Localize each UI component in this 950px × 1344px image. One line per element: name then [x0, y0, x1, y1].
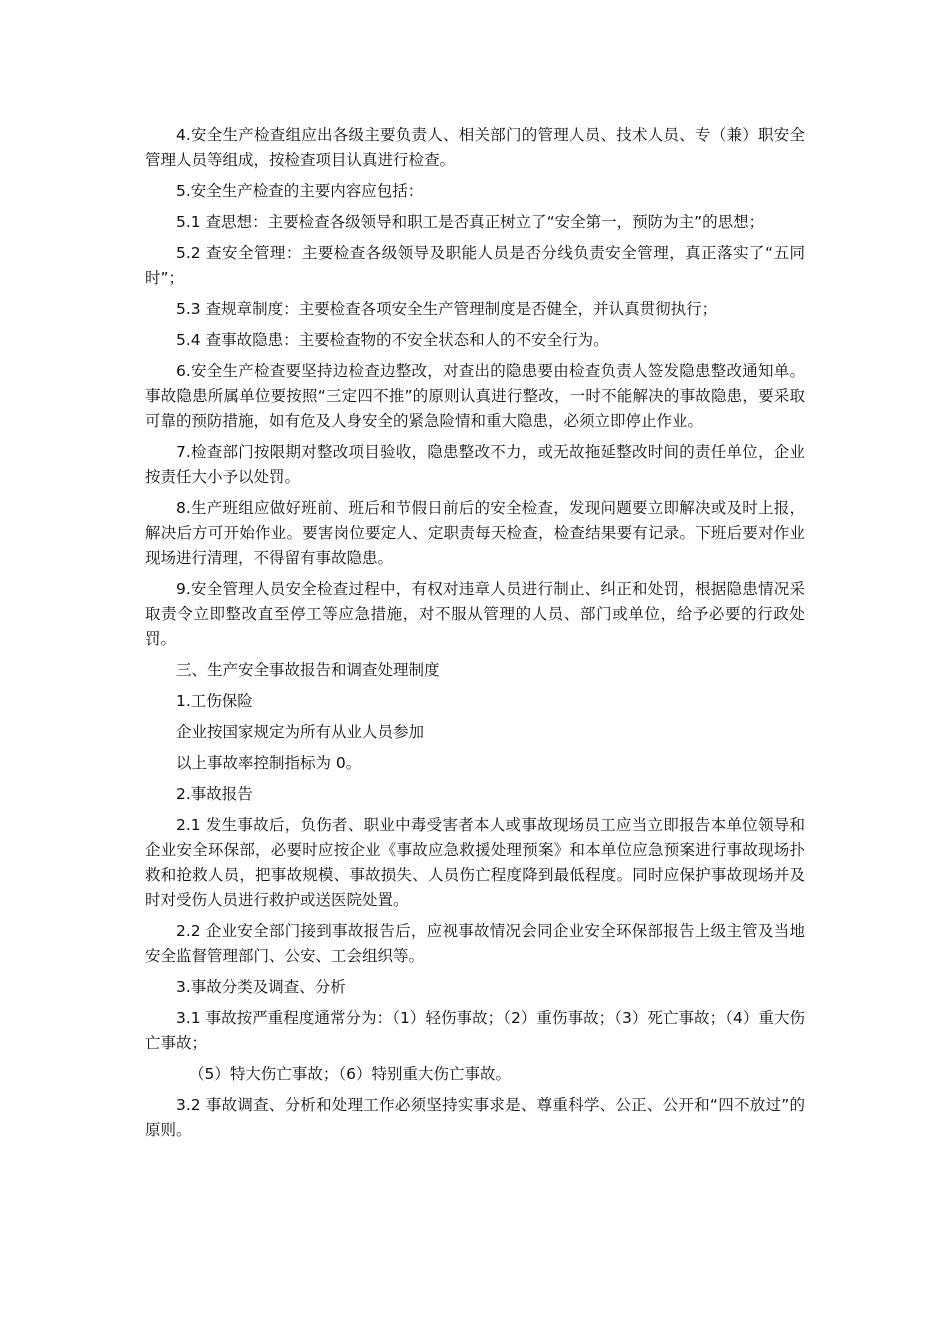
subheading-3-classification: 3.事故分类及调查、分析 [176, 978, 346, 996]
paragraph-2-2-escalation: 2.2 企业安全部门接到事故报告后，应视事故情况会同企业安全环保部报告上级主管及当地安全监督管理部门、公安、工会组织等。 [145, 922, 805, 965]
document-page [145, 123, 805, 1149]
paragraph-7-acceptance: 7.检查部门按限期对整改项目验收，隐患整改不力，或无故拖延整改时间的责任单位，企业按责任大小予以处罚。 [145, 443, 805, 486]
section-heading-accident-reporting: 三、生产安全事故报告和调查处理制度 [176, 661, 440, 679]
paragraph-3-1-severity-levels: 3.1 事故按严重程度通常分为：（1）轻伤事故；（2）重伤事故；（3）死亡事故；（4）重大伤亡事故； [145, 1009, 805, 1052]
paragraph-3-2-investigation-principles: 3.2 事故调查、分析和处理工作必须坚持实事求是、尊重科学、公正、公开和“四不放过”的原则。 [145, 1096, 805, 1139]
paragraph-5-3-check-rules: 5.3 查规章制度：主要检查各项安全生产管理制度是否健全，并认真贯彻执行； [176, 300, 718, 318]
paragraph-5-4-check-hazards: 5.4 查事故隐患：主要检查物的不安全状态和人的不安全行为。 [176, 331, 609, 349]
paragraph-2-1-report-procedure: 2.1 发生事故后，负伤者、职业中毒受害者本人或事故现场员工应当立即报告本单位领导和企业安全环保部，必要时应按企业《事故应急救援处理预案》和本单位应急预案进行事故现场扑救和抢救人员，把事故规模、事故损失、人员伤亡程度降到最低程度。同时应保护事故现场并及时对受伤人员进行救护或送医院处置。 [145, 816, 805, 909]
paragraph-3-1-severity-levels-continued: （5）特大伤亡事故；（6）特别重大伤亡事故。 [189, 1065, 511, 1083]
subheading-2-accident-report: 2.事故报告 [176, 785, 253, 803]
paragraph-4-inspection-team: 4.安全生产检查组应出各级主要负责人、相关部门的管理人员、技术人员、专（兼）职安全管理人员等组成，按检查项目认真进行检查。 [145, 126, 805, 169]
paragraph-accident-rate-target: 以上事故率控制指标为 0。 [176, 754, 362, 772]
paragraph-insurance-participation: 企业按国家规定为所有从业人员参加 [176, 723, 425, 741]
paragraph-9-safety-authority: 9.安全管理人员安全检查过程中，有权对违章人员进行制止、纠正和处罚，根据隐患情况采取责令立即整改直至停工等应急措施，对不服从管理的人员、部门或单位，给予必要的行政处罚。 [145, 580, 805, 648]
paragraph-5-1-check-thinking: 5.1 查思想：主要检查各级领导和职工是否真正树立了“安全第一，预防为主”的思想； [176, 213, 765, 231]
paragraph-8-team-checks: 8.生产班组应做好班前、班后和节假日前后的安全检查，发现问题要立即解决或及时上报，解决后方可开始作业。要害岗位要定人、定职责每天检查，检查结果要有记录。下班后要对作业现场进行清理，不得留有事故隐患。 [145, 499, 805, 567]
paragraph-5-inspection-contents: 5.安全生产检查的主要内容应包括： [176, 182, 424, 200]
subheading-1-injury-insurance: 1.工伤保险 [176, 692, 253, 710]
paragraph-5-2-check-management: 5.2 查安全管理：主要检查各级领导及职能人员是否分线负责安全管理，真正落实了“五同时”； [145, 244, 805, 287]
paragraph-6-rectification: 6.安全生产检查要坚持边检查边整改，对查出的隐患要由检查负责人签发隐患整改通知单。事故隐患所属单位要按照“三定四不推”的原则认真进行整改，一时不能解决的事故隐患，要采取可靠的预防措施，如有危及人身安全的紧急险情和重大隐患，必须立即停止作业。 [145, 362, 805, 430]
